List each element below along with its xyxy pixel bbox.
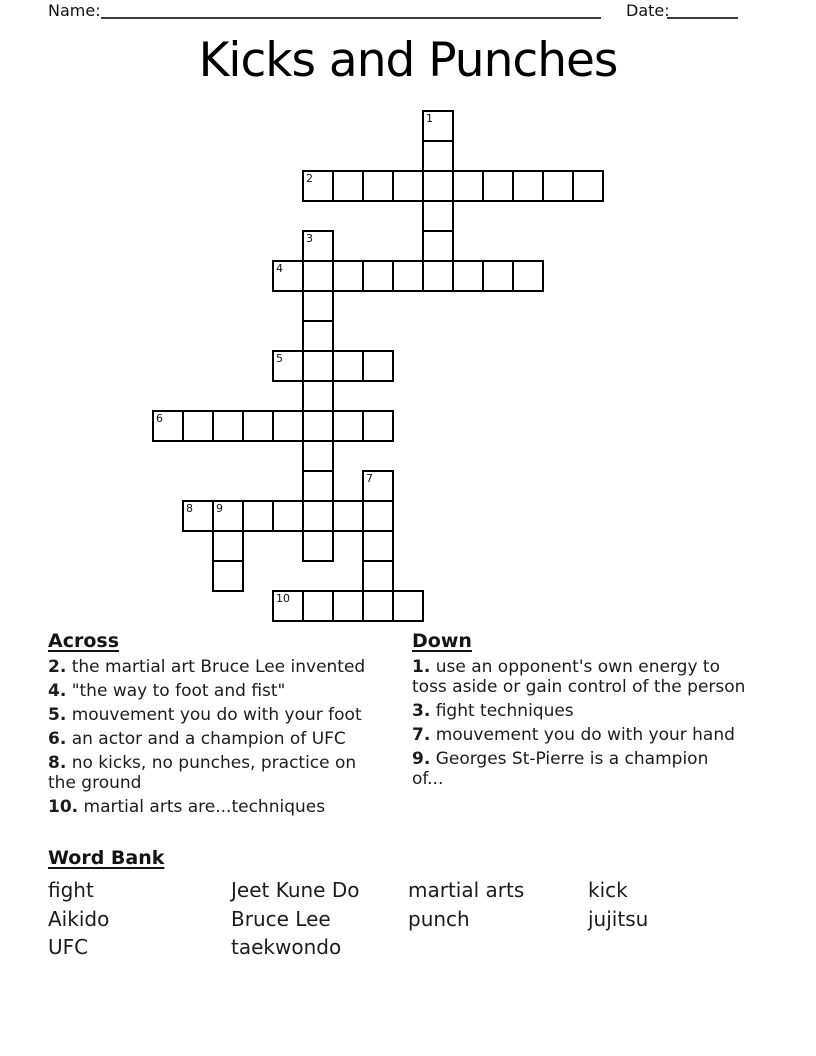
crossword-cell (272, 500, 304, 532)
word-bank-column (48, 876, 231, 962)
crossword-cell (182, 500, 214, 532)
cell-number: 4 (276, 262, 283, 275)
word-bank-word: martial arts (408, 878, 525, 902)
word-bank-word: punch (408, 906, 470, 931)
crossword-cell (302, 320, 334, 352)
clue-text: 9. Georges St-Pierre is a champion (412, 749, 709, 769)
clue-number: 2. (48, 657, 67, 677)
clue-text: 8. no kicks, no punches, practice on (48, 753, 357, 773)
word-bank-word: taekwondo (231, 935, 342, 959)
crossword-cell (452, 170, 484, 202)
crossword-cell (302, 170, 334, 202)
clue-item (412, 701, 804, 721)
word-bank-column (231, 876, 408, 962)
clue-text: 6. an actor and a champion of UFC (48, 729, 346, 749)
clue-number: 4. (48, 681, 67, 701)
date-label: Date: (626, 1, 670, 20)
date-fill-line (667, 0, 738, 19)
clue-item (48, 797, 400, 817)
crossword-cell (362, 350, 394, 382)
crossword-cell (422, 260, 454, 292)
crossword-cell (242, 410, 274, 442)
crossword-cell (362, 170, 394, 202)
crossword-cell (182, 410, 214, 442)
crossword-cell (422, 110, 454, 142)
clue-item (48, 729, 400, 749)
cell-number: 9 (216, 502, 223, 515)
cell-number: 8 (186, 502, 193, 515)
crossword-cell (302, 260, 334, 292)
crossword-cell (212, 410, 244, 442)
crossword-cell (422, 140, 454, 172)
clue-text: 2. the martial art Bruce Lee invented (48, 657, 366, 677)
crossword-grid (152, 110, 604, 622)
crossword-cell (212, 530, 244, 562)
word-bank-column (408, 876, 588, 962)
crossword-cell (362, 470, 394, 502)
clue-item (412, 749, 804, 789)
word-bank-section (48, 847, 648, 962)
crossword-cell (332, 590, 364, 622)
crossword-cell (512, 260, 544, 292)
clue-number: 9. (412, 749, 431, 769)
word-bank-word: jujitsu (588, 906, 649, 931)
crossword-cell (302, 290, 334, 322)
clue-number: 10. (48, 797, 79, 817)
clue-text: of... (412, 769, 444, 789)
crossword-cell (212, 500, 244, 532)
word-bank-word: Jeet Kune Do (231, 878, 360, 902)
cell-number: 3 (306, 232, 313, 245)
crossword-cell (392, 590, 424, 622)
clue-text: 5. mouvement you do with your foot (48, 705, 362, 725)
crossword-cell (572, 170, 604, 202)
clue-item (48, 681, 400, 701)
crossword-cell (332, 500, 364, 532)
crossword-cell (362, 500, 394, 532)
clue-number: 7. (412, 725, 431, 745)
across-clue-list (48, 657, 400, 817)
crossword-cell (212, 560, 244, 592)
clue-number: 1. (412, 657, 431, 677)
crossword-cell (392, 170, 424, 202)
cell-number: 2 (306, 172, 313, 185)
cell-number: 10 (276, 592, 290, 605)
clue-text: toss aside or gain control of the person (412, 677, 746, 697)
clue-text: 10. martial arts are...techniques (48, 797, 326, 817)
word-bank-columns (48, 876, 648, 962)
crossword-cell (272, 590, 304, 622)
crossword-cell (302, 500, 334, 532)
crossword-cell (482, 170, 514, 202)
word-bank-word: kick (588, 878, 628, 902)
clue-item (48, 657, 400, 677)
crossword-cell (272, 350, 304, 382)
name-fill-line (101, 0, 601, 19)
down-heading: Down (412, 630, 472, 652)
crossword-cell (302, 410, 334, 442)
cell-number: 6 (156, 412, 163, 425)
cell-number: 1 (426, 112, 433, 125)
crossword-cell (362, 590, 394, 622)
clue-text: the ground (48, 773, 142, 793)
crossword-cell (332, 170, 364, 202)
word-bank-word: Bruce Lee (231, 906, 331, 931)
crossword-cell (422, 170, 454, 202)
cell-number: 5 (276, 352, 283, 365)
clue-text: 1. use an opponent's own energy to (412, 657, 720, 677)
crossword-cell (392, 260, 424, 292)
across-heading: Across (48, 630, 120, 652)
crossword-cell (362, 410, 394, 442)
word-bank-word: UFC (48, 935, 89, 959)
clue-number: 6. (48, 729, 67, 749)
crossword-cell (332, 350, 364, 382)
word-bank-heading: Word Bank (48, 847, 165, 869)
crossword-cell (332, 410, 364, 442)
crossword-cell (302, 440, 334, 472)
crossword-cell (512, 170, 544, 202)
crossword-cell (332, 260, 364, 292)
crossword-cell (272, 260, 304, 292)
clue-item (48, 705, 400, 725)
crossword-cell (272, 410, 304, 442)
word-bank-column (588, 876, 648, 962)
clue-item (412, 657, 804, 697)
crossword-cell (362, 560, 394, 592)
crossword-cell (302, 530, 334, 562)
page-title: Kicks and Punches (198, 33, 618, 88)
down-clues-section (412, 630, 804, 793)
crossword-cell (302, 230, 334, 262)
clue-number: 8. (48, 753, 67, 773)
clue-item (412, 725, 804, 745)
clue-number: 5. (48, 705, 67, 725)
crossword-cell (302, 470, 334, 502)
clue-number: 3. (412, 701, 431, 721)
name-label: Name: (48, 1, 101, 20)
crossword-cell (242, 500, 274, 532)
word-bank-word: fight (48, 878, 94, 902)
clue-text: 4. "the way to foot and fist" (48, 681, 286, 701)
crossword-cell (152, 410, 184, 442)
crossword-cell (452, 260, 484, 292)
crossword-cell (482, 260, 514, 292)
crossword-cell (302, 380, 334, 412)
word-bank-word: Aikido (48, 906, 110, 931)
crossword-cell (362, 530, 394, 562)
crossword-cell (422, 200, 454, 232)
clue-text: 3. fight techniques (412, 701, 574, 721)
crossword-cell (302, 350, 334, 382)
down-clue-list (412, 657, 804, 789)
crossword-cell (422, 230, 454, 262)
across-clues-section (48, 630, 400, 821)
clue-text: 7. mouvement you do with your hand (412, 725, 735, 745)
crossword-cell (362, 260, 394, 292)
crossword-cell (302, 590, 334, 622)
clue-item (48, 753, 400, 793)
crossword-cell (542, 170, 574, 202)
cell-number: 7 (366, 472, 373, 485)
